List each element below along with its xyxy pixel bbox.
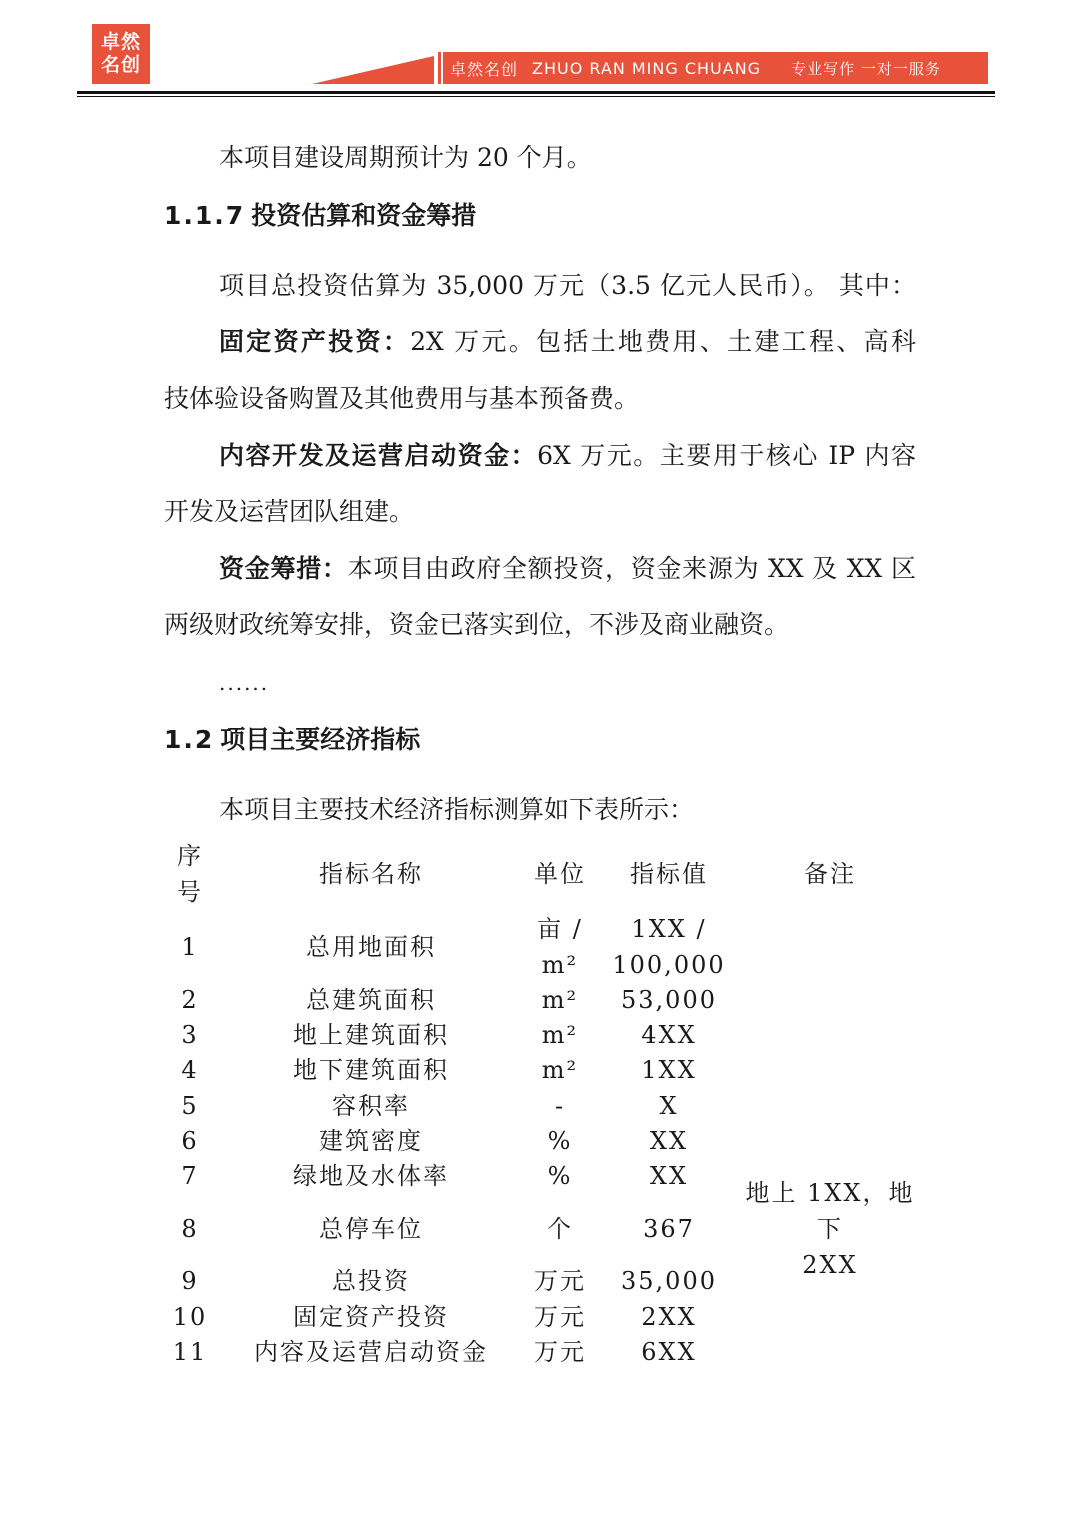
cell-note-line1: 地上 1XX，地下 — [745, 1178, 915, 1243]
economic-indicators-table — [164, 836, 916, 1370]
header-slogan: 专业写作 一对一服务 — [791, 59, 941, 78]
cell-seq: 10 — [172, 1302, 208, 1331]
cell-value: 4XX — [641, 1020, 697, 1049]
table-header-row — [164, 836, 916, 912]
cell-value: 2XX — [641, 1302, 697, 1331]
cell-name: 总停车位 — [319, 1214, 423, 1243]
header-seq-line1: 序 — [177, 842, 203, 870]
header-indicator-name: 指标名称 — [319, 860, 423, 888]
fixed-assets-text-1: 2X 万元。包括土地费用、土建工程、高科 — [410, 327, 916, 356]
cell-unit: m² — [541, 1056, 579, 1085]
cell-value: 53,000 — [621, 985, 717, 1014]
cell-seq: 4 — [181, 1056, 199, 1085]
cell-value: 1XX — [641, 1056, 697, 1085]
table-row — [164, 1123, 916, 1158]
content-dev-text-1: 6X 万元。主要用于核心 IP 内容 — [537, 441, 916, 470]
cell-unit-line1: 亩 / — [537, 915, 583, 943]
heading-1-1-7-title: 投资估算和资金筹措 — [251, 201, 477, 230]
cell-unit: % — [547, 1162, 573, 1191]
cell-unit — [526, 911, 594, 983]
cell-seq: 9 — [181, 1267, 199, 1296]
cell-unit: 万元 — [534, 1267, 586, 1296]
heading-1-1-7 — [164, 196, 476, 236]
header-divider-thick — [77, 91, 995, 94]
table-row — [164, 982, 916, 1017]
cell-value: X — [659, 1091, 679, 1120]
header-unit: 单位 — [534, 860, 586, 888]
logo-text-line1: 卓然 — [100, 31, 141, 53]
cell-name: 地下建筑面积 — [293, 1056, 449, 1085]
cell-seq: 8 — [181, 1214, 199, 1243]
cell-name: 总投资 — [332, 1267, 410, 1296]
table-row — [164, 912, 916, 982]
heading-1-1-7-number: 1.1.7 — [164, 201, 246, 230]
funding-text-1: 本项目由政府全额投资，资金来源为 XX 及 XX 区 — [347, 554, 916, 583]
cell-value — [594, 911, 744, 983]
header-brand-en: ZHUO RAN MING CHUANG — [532, 58, 762, 78]
cell-name: 内容及运营启动资金 — [254, 1338, 488, 1367]
heading-1-2-number: 1.2 — [164, 725, 215, 754]
cell-seq: 11 — [172, 1338, 208, 1367]
paragraph-table-intro: 本项目主要技术经济指标测算如下表所示： — [219, 795, 695, 824]
cell-name: 绿地及水体率 — [293, 1162, 449, 1191]
header-banner — [312, 52, 988, 84]
brand-logo — [92, 24, 150, 84]
cell-value: XX — [649, 1126, 689, 1155]
cell-value-line1: 1XX / — [631, 915, 707, 943]
table-row — [164, 1053, 916, 1088]
cell-value: XX — [649, 1162, 689, 1191]
cell-seq: 3 — [181, 1020, 199, 1049]
heading-1-2-title: 项目主要经济指标 — [220, 725, 421, 754]
cell-seq: 6 — [181, 1126, 199, 1155]
paragraph-content-dev-line2: 开发及运营团队组建。 — [164, 497, 415, 526]
header-value: 指标值 — [630, 860, 708, 888]
header-brand-cn: 卓然名创 — [450, 59, 519, 79]
paragraph-total-investment: 项目总投资估算为 35,000 万元（3.5 亿元人民币）。 其中： — [219, 271, 916, 300]
header-note: 备注 — [804, 860, 856, 888]
cell-seq: 5 — [181, 1091, 199, 1120]
cell-unit: 个 — [547, 1214, 573, 1243]
cell-value: 6XX — [641, 1338, 697, 1367]
cell-unit: m² — [541, 1020, 579, 1049]
paragraph-construction-period: 本项目建设周期预计为 20 个月。 — [219, 143, 592, 172]
cell-unit: - — [554, 1091, 566, 1120]
heading-1-2 — [164, 720, 420, 760]
cell-value: 35,000 — [621, 1267, 717, 1296]
cell-name: 容积率 — [332, 1091, 410, 1120]
header-seq — [164, 838, 216, 910]
cell-value: 367 — [643, 1214, 695, 1243]
table-row — [164, 1299, 916, 1334]
content-dev-label: 内容开发及运营启动资金： — [219, 441, 538, 470]
cell-seq: 7 — [181, 1162, 199, 1191]
cell-unit: 万元 — [534, 1338, 586, 1367]
table-row — [164, 1017, 916, 1052]
cell-name: 建筑密度 — [319, 1126, 423, 1155]
cell-name: 地上建筑面积 — [293, 1020, 449, 1049]
cell-name: 总建筑面积 — [306, 985, 436, 1014]
ellipsis: ...... — [219, 671, 270, 695]
cell-name: 固定资产投资 — [293, 1302, 449, 1331]
logo-text-line2: 名创 — [100, 54, 141, 76]
paragraph-funding-line1 — [164, 541, 916, 597]
paragraph-fixed-assets-line2: 技体验设备购置及其他费用与基本预备费。 — [164, 384, 640, 413]
cell-unit: % — [547, 1126, 573, 1155]
table-row — [164, 1178, 916, 1279]
paragraph-fixed-assets-line1 — [164, 314, 916, 370]
cell-value-line2: 100,000 — [612, 951, 726, 979]
paragraph-content-dev-line1 — [164, 428, 916, 484]
header-divider-thin — [77, 96, 995, 97]
cell-seq: 1 — [181, 933, 199, 961]
table-row — [164, 1334, 916, 1369]
cell-unit: 万元 — [534, 1302, 586, 1331]
cell-seq: 2 — [181, 985, 199, 1014]
cell-note — [744, 1175, 916, 1283]
funding-label: 资金筹措： — [219, 554, 348, 583]
paragraph-funding-line2: 两级财政统筹安排，资金已落实到位，不涉及商业融资。 — [164, 610, 790, 639]
cell-unit-line2: m² — [541, 951, 579, 979]
fixed-assets-label: 固定资产投资： — [219, 327, 411, 356]
table-row — [164, 1088, 916, 1123]
cell-note-line2: 2XX — [802, 1250, 858, 1279]
cell-name: 总用地面积 — [306, 933, 436, 961]
header-seq-line2: 号 — [177, 878, 203, 906]
cell-unit: m² — [541, 985, 579, 1014]
